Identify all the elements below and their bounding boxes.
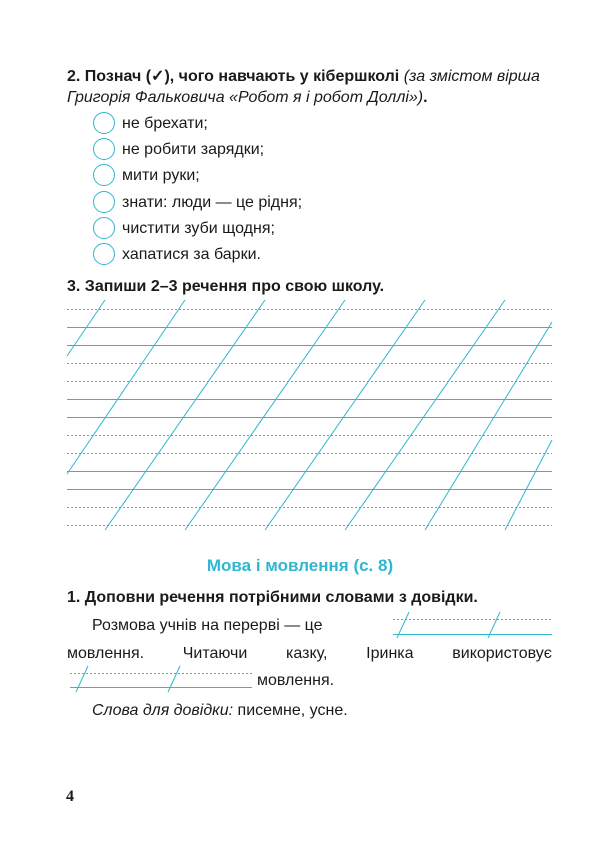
slant-lines: [67, 300, 552, 530]
sentence-line-2: [67, 645, 552, 663]
task-1: [67, 587, 555, 608]
task-instruction: Познач (✓), чого навчають у кібершколі: [84, 68, 400, 85]
option-label: мити руки;: [122, 167, 200, 184]
page-number: 4: [66, 788, 74, 805]
task-end-punct: .: [423, 89, 428, 106]
section-title: Мова і мовлення (с. 8): [206, 556, 394, 575]
word: Читаючи: [182, 645, 248, 662]
fill-blank-1: [393, 612, 552, 638]
fill-blank-2: [70, 666, 252, 692]
task-instruction: Запиши 2–3 речення про свою школу.: [84, 278, 385, 295]
hint-label: Слова для довідки:: [92, 702, 234, 719]
option-label: не брехати;: [122, 115, 208, 132]
word: використовує: [452, 645, 552, 662]
sentence-line-1: Розмова учнів на перерві — це: [92, 617, 323, 634]
hint-words: писемне, усне.: [237, 702, 348, 719]
word: мовлення.: [67, 645, 145, 662]
sentence-line-3: мовлення.: [257, 672, 335, 689]
task-number: 3.: [67, 278, 81, 295]
task-source-note: (за змістом вірша Григорія Фальковича «Робот я і робот Доллі»): [67, 68, 540, 106]
task-number: 2.: [67, 68, 81, 85]
option-label: чистити зуби щодня;: [122, 220, 275, 237]
task-instruction: Доповни речення потрібними словами з довідки.: [84, 589, 478, 606]
option-label: не робити зарядки;: [122, 141, 265, 158]
option-label: знати: люди — це рідня;: [122, 194, 303, 211]
word: Іринка: [366, 645, 414, 662]
task-number: 1.: [67, 589, 81, 606]
ruled-lines: [67, 310, 552, 526]
word: казку,: [286, 645, 328, 662]
option-label: хапатися за барки.: [122, 246, 261, 263]
hint-line: [92, 702, 348, 720]
